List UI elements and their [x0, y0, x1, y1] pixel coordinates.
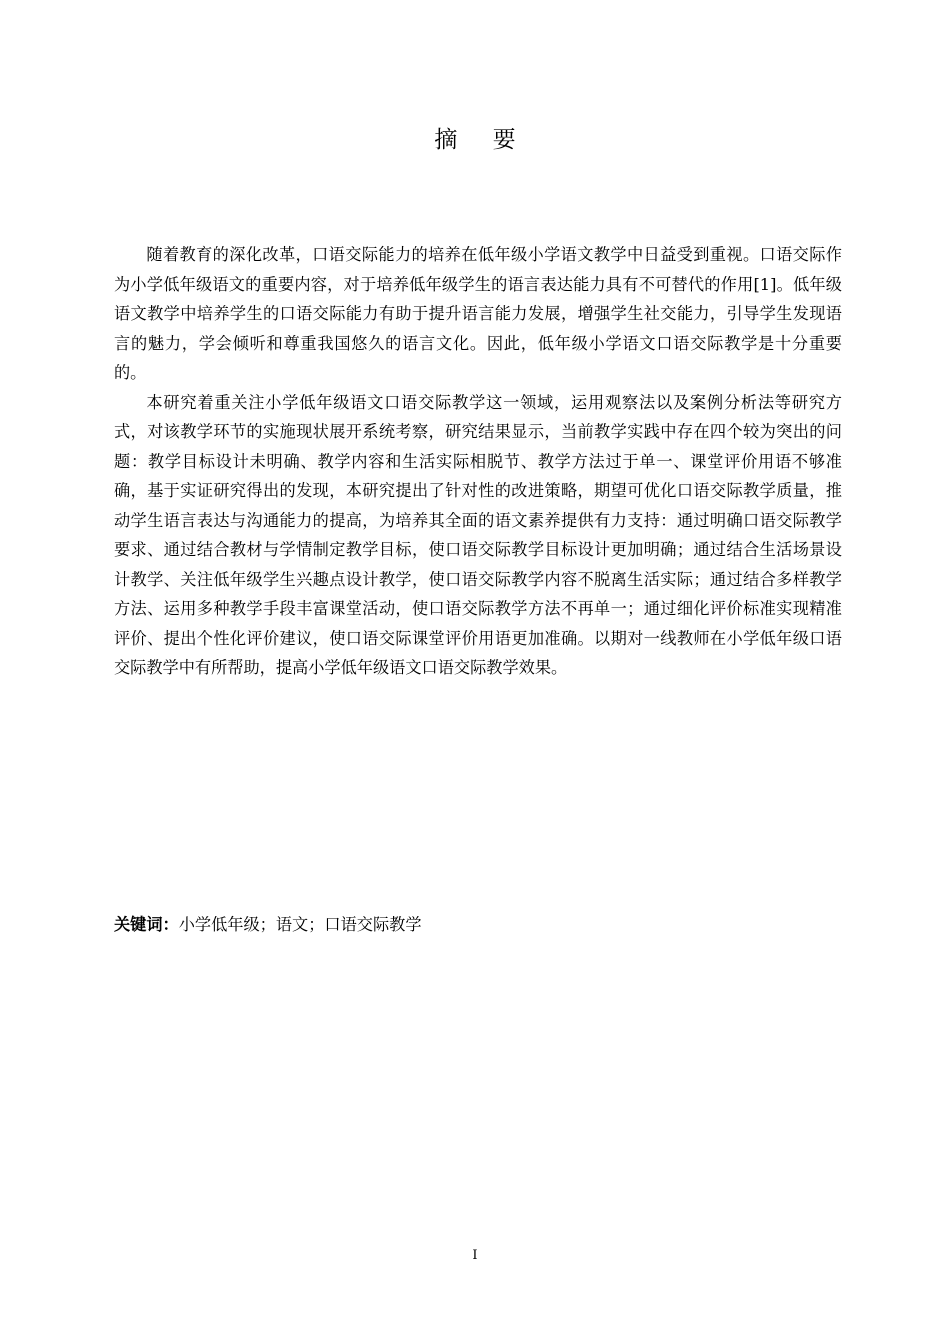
abstract-title: 摘 要	[434, 127, 530, 153]
page-number: I	[472, 1248, 478, 1263]
abstract-paragraph-2: 本研究着重关注小学低年级语文口语交际教学这一领域，运用观察法以及案例分析法等研究方式，对该教学环节的实施现状展开系统考察，研究结果显示，当前教学实践中存在四个较为突出的问题：教学目标设计未明确、教学内容和生活实际相脱节、教学方法过于单一、课堂评价用语不够准确，基于实证研究得出的发现，本研究提出了针对性的改进策略，期望可优化口语交际教学质量，推动学生语言表达与沟通能力的提高，为培养其全面的语文素养提供有力支持：通过明确口语交际教学要求、通过结合教材与学情制定教学目标，使口语交际教学目标设计更加明确；通过结合生活场景设计教学、关注低年级学生兴趣点设计教学，使口语交际教学内容不脱离生活实际；通过结合多样教学方法、运用多种教学手段丰富课堂活动，使口语交际教学方法不再单一；通过细化评价标准实现精准评价、提出个性化评价建议，使口语交际课堂评价用语更加准确。以期对一线教师在小学低年级口语交际教学中有所帮助，提高小学低年级语文口语交际教学效果。	[114, 392, 842, 677]
keywords-value: 小学低年级；语文；口语交际教学	[178, 915, 422, 934]
keywords-label: 关键词：	[114, 915, 179, 934]
keywords-line	[114, 910, 842, 940]
abstract-paragraph-1: 随着教育的深化改革，口语交际能力的培养在低年级小学语文教学中日益受到重视。口语交际作为小学低年级语文的重要内容，对于培养低年级学生的语言表达能力具有不可替代的作用[1]。低年级语文教学中培养学生的口语交际能力有助于提升语言能力发展，增强学生社交能力，引导学生发现语言的魅力，学会倾听和尊重我国悠久的语言文化。因此，低年级小学语文口语交际教学是十分重要的。	[114, 245, 842, 382]
abstract-body	[114, 240, 842, 683]
